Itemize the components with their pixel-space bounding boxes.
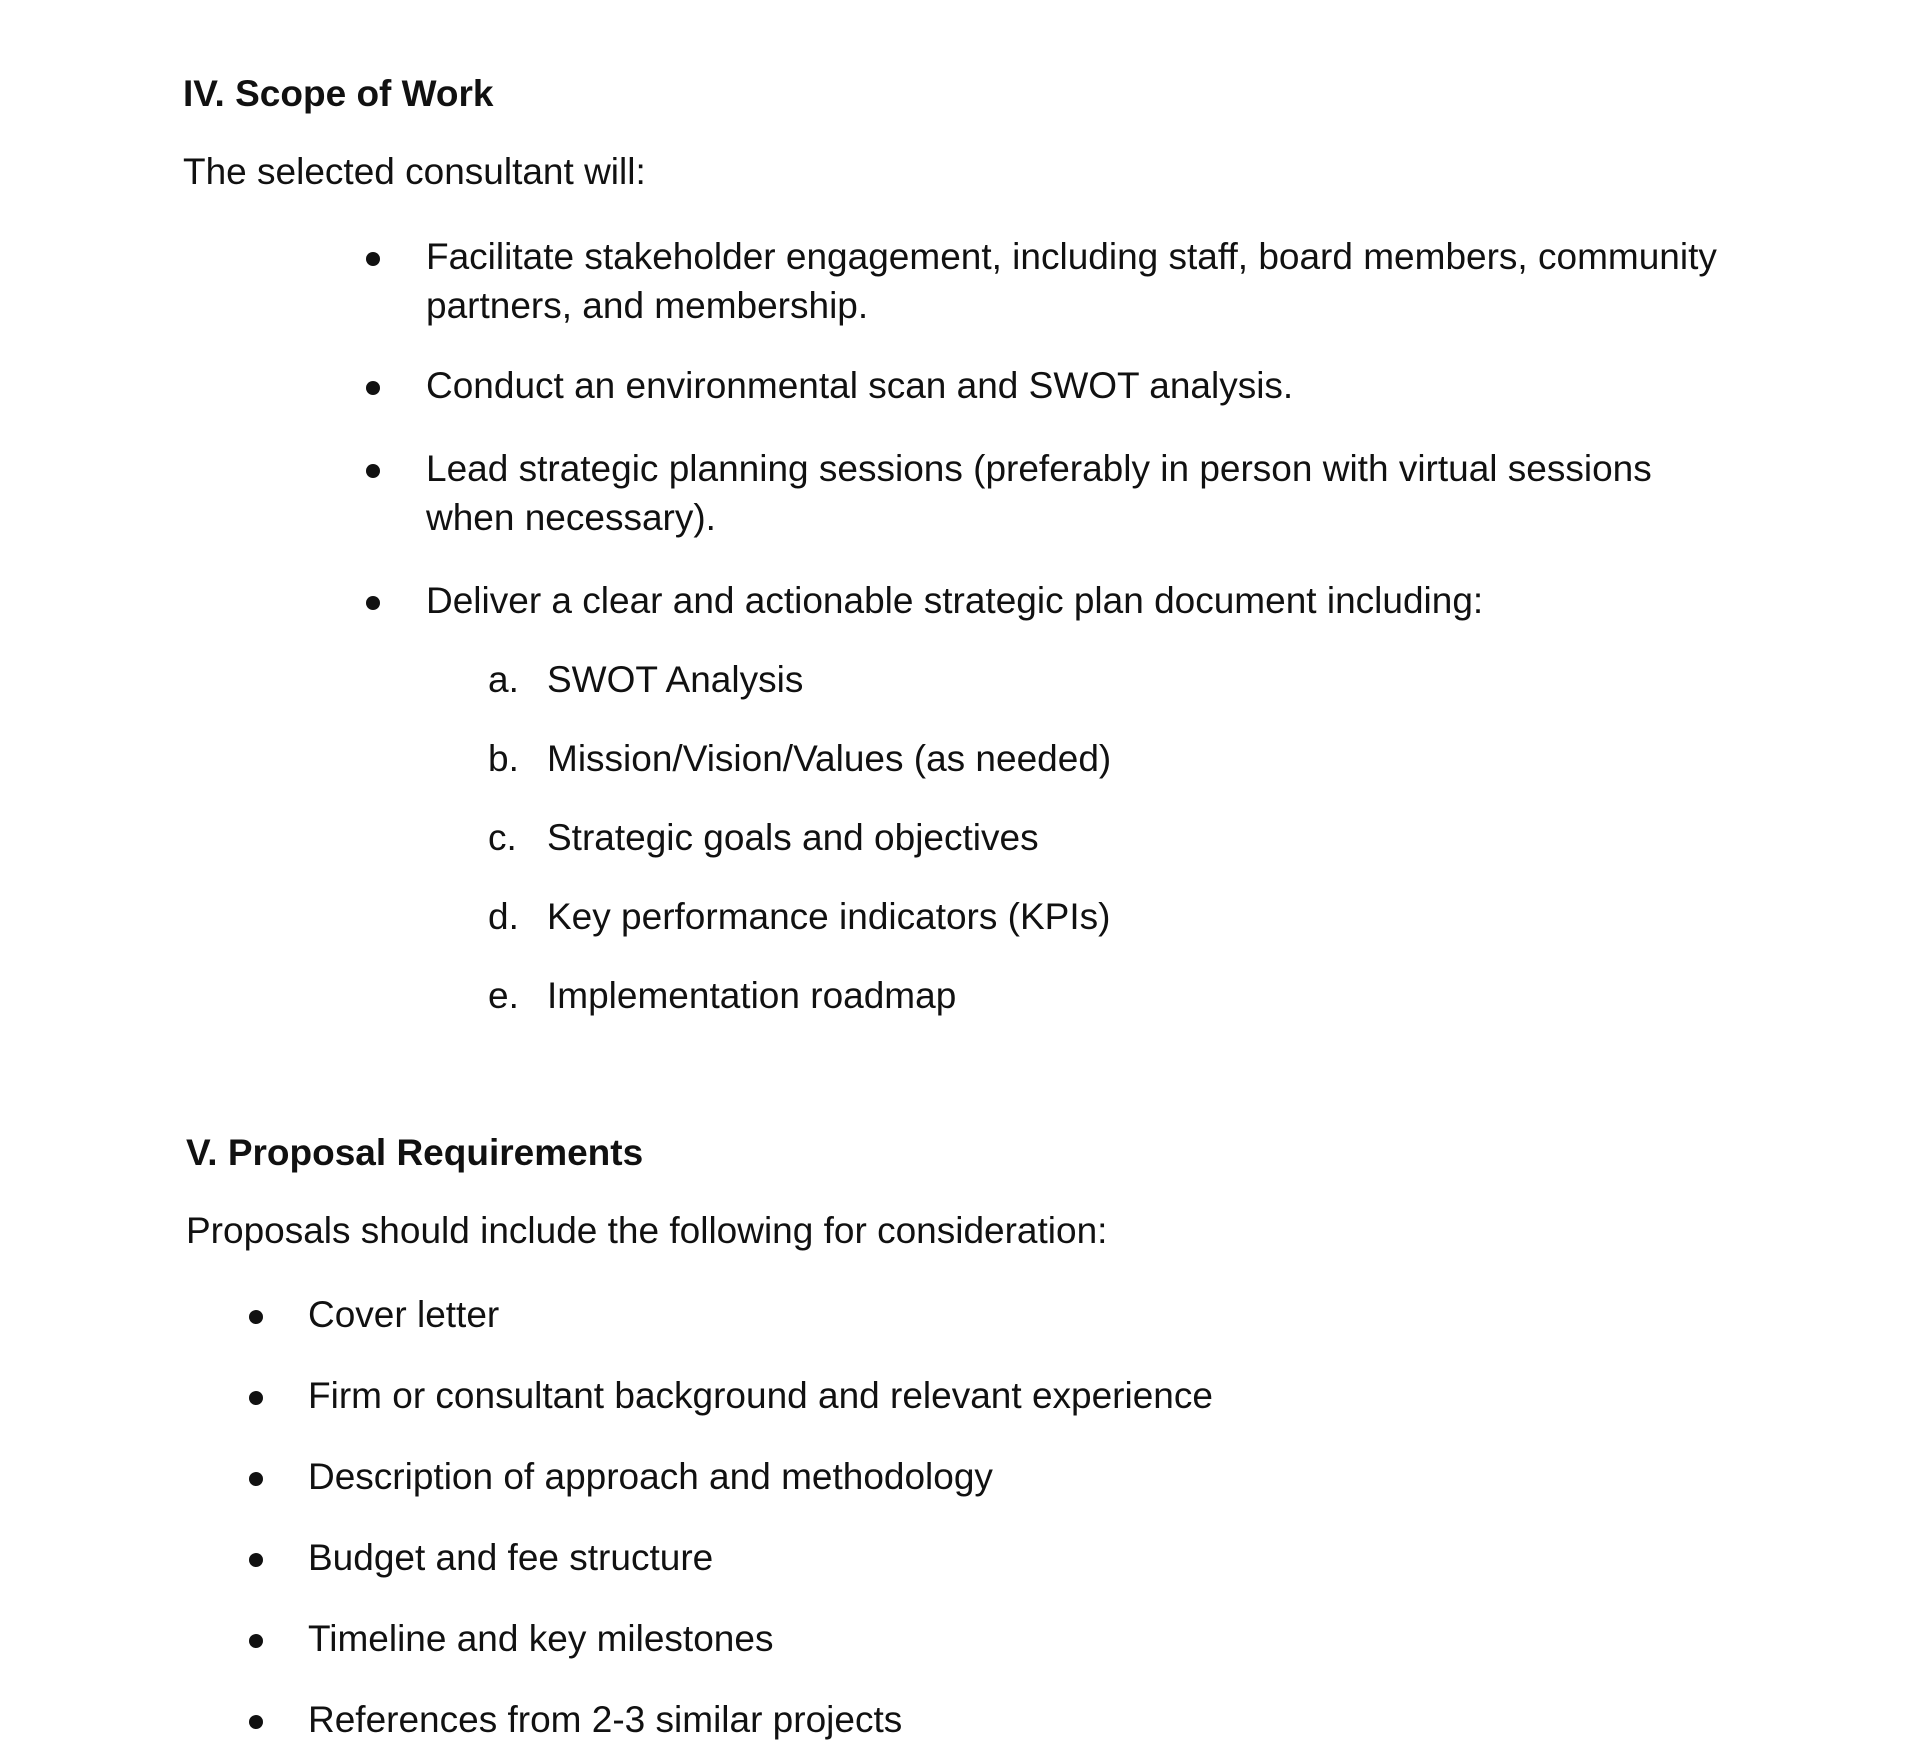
list-item-text: Cover letter <box>308 1294 500 1335</box>
bullet-icon <box>249 1472 263 1486</box>
section-iv-intro: The selected consultant will: <box>183 151 646 192</box>
list-item <box>0 1533 1911 1583</box>
list-item <box>0 1614 1911 1664</box>
list-item-text: Timeline and key milestones <box>308 1618 774 1659</box>
list-marker: d. <box>488 896 519 937</box>
list-item-text: Firm or consultant background and relevant experience <box>308 1375 1213 1416</box>
list-item <box>0 444 1911 544</box>
list-item-text: Facilitate stakeholder engagement, including staff, board members, community partners, and membership. <box>426 236 1717 326</box>
section-v-intro: Proposals should include the following for consideration: <box>186 1210 1108 1251</box>
section-v-heading: V. Proposal Requirements <box>186 1132 644 1173</box>
list-marker: a. <box>488 659 519 700</box>
list-item <box>0 1695 1911 1745</box>
list-item <box>0 576 1911 626</box>
list-marker: e. <box>488 975 519 1016</box>
list-item-text: SWOT Analysis <box>547 659 804 700</box>
list-item <box>0 1290 1911 1340</box>
bullet-icon <box>366 596 380 610</box>
list-item-text: Conduct an environmental scan and SWOT analysis. <box>426 365 1294 406</box>
section-iv-heading: IV. Scope of Work <box>183 73 494 114</box>
list-item-text: Implementation roadmap <box>547 975 957 1016</box>
bullet-icon <box>249 1634 263 1648</box>
list-item <box>0 1452 1911 1502</box>
list-item-text: Budget and fee structure <box>308 1537 714 1578</box>
list-item-text: Deliver a clear and actionable strategic plan document including: <box>426 580 1484 621</box>
bullet-icon <box>249 1553 263 1567</box>
list-item-text: Mission/Vision/Values (as needed) <box>547 738 1112 779</box>
list-item <box>0 232 1911 332</box>
list-marker: c. <box>488 817 517 858</box>
list-item-text: Description of approach and methodology <box>308 1456 993 1497</box>
list-item <box>0 361 1911 411</box>
list-item-text: Key performance indicators (KPIs) <box>547 896 1111 937</box>
bullet-icon <box>366 252 380 266</box>
list-marker: b. <box>488 738 519 779</box>
list-item-text: References from 2-3 similar projects <box>308 1699 903 1740</box>
bullet-icon <box>249 1310 263 1324</box>
list-item <box>0 1371 1911 1421</box>
bullet-icon <box>249 1391 263 1405</box>
bullet-icon <box>366 381 380 395</box>
list-item-text: Strategic goals and objectives <box>547 817 1039 858</box>
bullet-icon <box>366 464 380 478</box>
list-item-text: Lead strategic planning sessions (preferably in person with virtual sessions when necessary). <box>426 448 1652 538</box>
bullet-icon <box>249 1715 263 1729</box>
